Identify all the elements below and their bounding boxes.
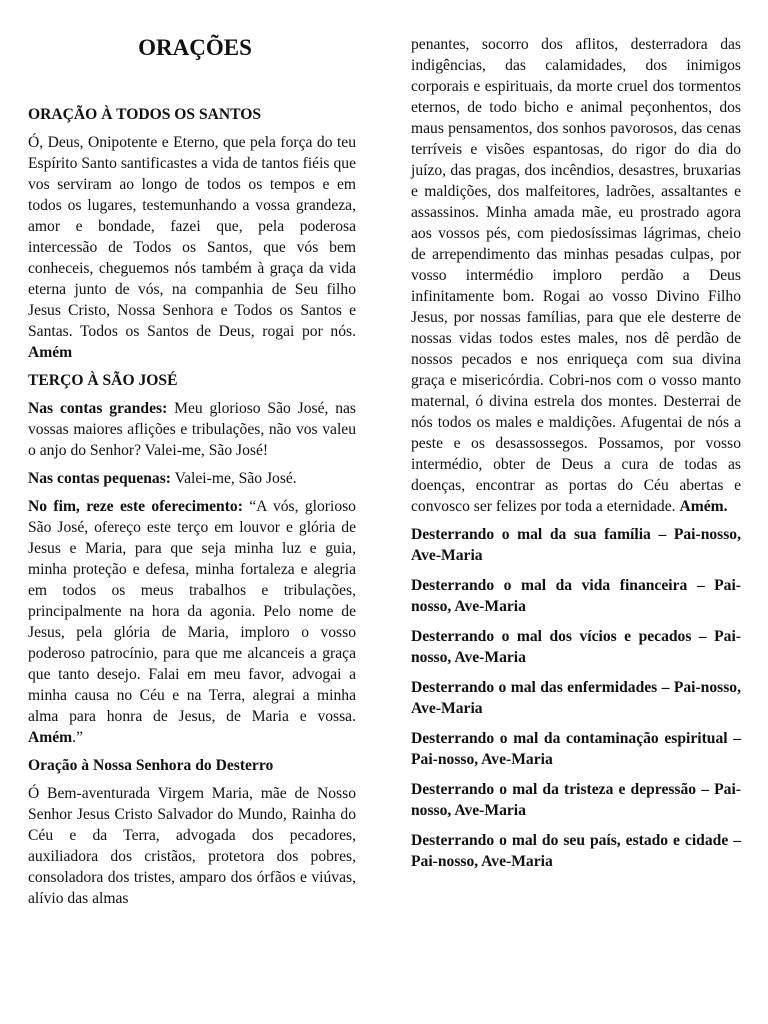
oferecimento-text: “A vós, glorioso São José, ofereço este terço em louvor e glória de Jesus e Maria, para que seja minha luz e guia, minha proteção e defesa, minha fortaleza e alegria em todos os meus trabalhos e tribulações, principalmente na hora da agonia. Pelo nome de Jesus, pela glória de Maria, imploro o vosso poderoso patrocínio, para que me alcanceis a graça que tanto desejo. Falai em meu favor, advogai a minha causa no Céu e na Terra, alegrai a minha alma para honra de Jesus, de Maria e vossa. xyxy=(28,498,356,725)
mystery-item: Desterrando o mal das enfermidades – Pai-nosso, Ave-Maria xyxy=(411,679,741,717)
todos-santos-body: Ó, Deus, Onipotente e Eterno, que pela força do teu Espírito Santo santificastes a vida de tantos fiéis que vos serviram ao longo de todos os tempos e em todos os lugares, testemunhando a vossa grandeza, amor e bondade, fazei que, pela poderosa intercessão de Todos os Santos, que vós bem conheceis, cheguemos nós também à graça da vida eterna junto de vós, na companhia de Seu filho Jesus Cristo, Nossa Senhora e Todos os Santos e Santas. Todos os Santos de Deus, rogai por nós. xyxy=(28,134,356,340)
oferecimento-amen: Amém xyxy=(28,729,73,746)
contas-pequenas-label: Nas contas pequenas: xyxy=(28,470,171,487)
mystery-item: Desterrando o mal da sua família – Pai-nosso, Ave-Maria xyxy=(411,526,741,564)
oferecimento-paragraph xyxy=(28,496,356,748)
mystery-item: Desterrando o mal do seu país, estado e cidade – Pai-nosso, Ave-Maria xyxy=(411,832,741,870)
terco-heading: TERÇO À SÃO JOSÉ xyxy=(28,372,178,389)
left-column-content xyxy=(28,104,356,916)
mystery-item: Desterrando o mal da tristeza e depressão – Pai-nosso, Ave-Maria xyxy=(411,781,741,819)
contas-grandes-label: Nas contas grandes: xyxy=(28,400,168,417)
todos-santos-paragraph xyxy=(28,132,356,363)
contas-grandes-paragraph xyxy=(28,398,356,461)
oferecimento-close: .” xyxy=(72,729,83,746)
oferecimento-label: No fim, reze este oferecimento: xyxy=(28,498,243,515)
contas-grandes-text: Meu glorioso São José, nas vossas maiores aflições e tribulações, não vos valeu o anjo do Senhor? Valei-me, São José! xyxy=(28,400,356,459)
desterro-amen: Amém. xyxy=(679,498,728,515)
todos-santos-amen: Amém xyxy=(28,344,73,361)
contas-pequenas-paragraph xyxy=(28,468,356,489)
mystery-item: Desterrando o mal da contaminação espiritual – Pai-nosso, Ave-Maria xyxy=(411,730,741,768)
page-title: ORAÇÕES xyxy=(138,35,252,60)
mystery-item: Desterrando o mal da vida financeira – Pai-nosso, Ave-Maria xyxy=(411,577,741,615)
desterro-body-continued: penantes, socorro dos aflitos, desterradora das indigências, das calamidades, dos inimigos corporais e espirituais, da morte cruel dos tormentos eternos, de todo bicho e animal peçonhentos, dos maus pensamentos, dos sonhos pavorosos, das cenas terríveis e visões espantosas, do rigor do dia do juízo, das pragas, dos incêndios, desastres, bruxarias e maldições, dos malfeitores, ladrões, assaltantes e assassinos. Minha amada mãe, eu prostrado agora aos vossos pés, com piedosíssimas lágrimas, cheio de arrependimento das minhas pesadas culpas, por vosso intermédio imploro perdão a Deus infinitamente bom. Rogai ao vosso Divino Filho Jesus, por nossas famílias, para que ele desterre de nossas vidas todos estes males, nos dê perdão de nossos pecados e nos enriqueça com sua divina graça e misericórdia. Cobri-nos com o vosso manto maternal, ó divina estrela dos montes. Desterrai de nós todos os males e maldições. Afugentai de nós a peste e os desassossegos. Possamos, por vosso intermédio, obter de Deus a cura de todas as doenças, encontrar as portas do Céu abertas e convosco ser felizes por toda a eternidade. xyxy=(411,36,741,515)
contas-pequenas-text: Valei-me, São José. xyxy=(170,470,297,487)
desterro-paragraph-start: Ó Bem-aventurada Virgem Maria, mãe de Nosso Senhor Jesus Cristo Salvador do Mundo, Rainha do Céu e da Terra, advogada dos pecadores, auxiliadora dos cristãos, protetora dos pobres, consoladora dos tristes, amparo dos órfãos e viúvas, alívio das almas xyxy=(28,785,356,907)
desterro-paragraph-continued xyxy=(411,34,741,517)
todos-santos-heading: ORAÇÃO À TODOS OS SANTOS xyxy=(28,106,262,123)
mystery-item: Desterrando o mal dos vícios e pecados – Pai-nosso, Ave-Maria xyxy=(411,628,741,666)
right-column xyxy=(411,34,741,881)
desterro-heading: Oração à Nossa Senhora do Desterro xyxy=(28,757,274,774)
mysteries-list xyxy=(411,524,741,872)
